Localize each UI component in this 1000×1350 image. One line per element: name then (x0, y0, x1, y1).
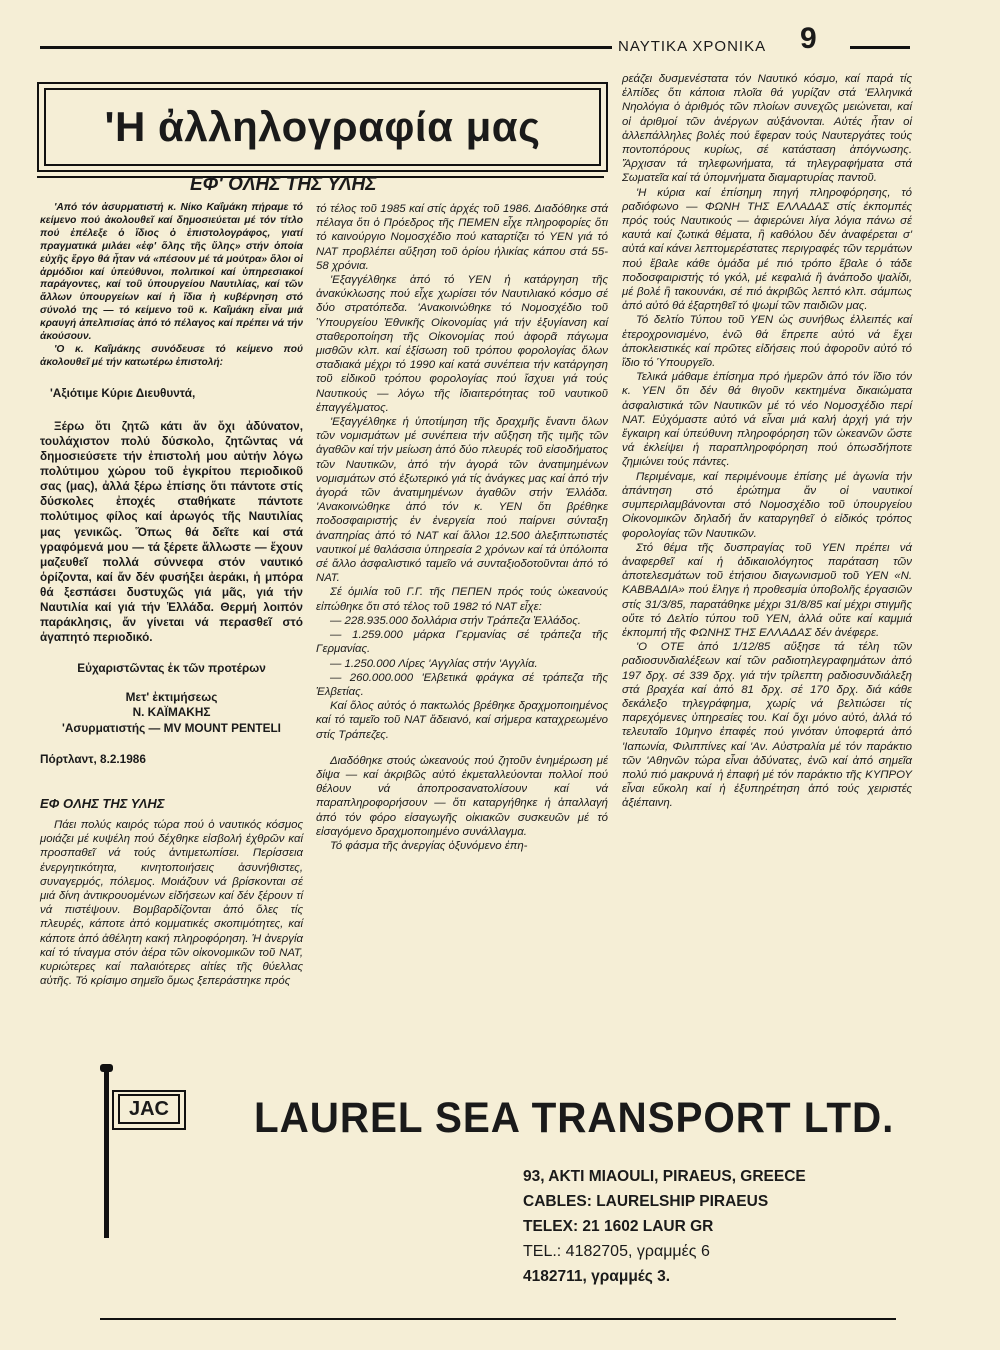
flag-pole-top (100, 1064, 113, 1072)
col2-paragraph-5: Καί ὅλος αὐτός ὁ πακτωλός βρέθηκε δραχμοποιημένος καί τό ταμεῖο τοῦ ΝΑΤ ἄδειανό, καί σήμερα καταχρεωμένο στίς Τράπεζες. (316, 700, 608, 741)
letter-closing: Εὐχαριστῶντας ἐκ τῶν προτέρων (77, 661, 266, 676)
deposit-4: — 260.000.000 'Ελβετικά φράγκα σέ τράπεζα τῆς Ἑλβετίας. (316, 671, 608, 698)
col3-paragraph-3: Τό δελτίο Τύπου τοῦ ΥΕΝ ὡς συνήθως ἐλλειπές καί ἑτεροχρονισμένο, ἐνῶ θά ἔπρεπε αὐτό νά ἔχει ἀποκλειστικές καί πρῶτες εἰδήσεις πού ἀφοροῦν αὐτό τό ἴδιο τό Ὑπουργεῖο. (622, 314, 912, 370)
flag-logo-text: JAC (118, 1094, 180, 1124)
intro-paragraph-2: 'Ο κ. Καΐμάκης συνόδευσε τό κείμενο πού ἀκολουθεῖ μέ τήν κατωτέρω ἐπιστολή: (40, 343, 303, 368)
deposit-3: — 1.250.000 Λίρες 'Αγγλίας στήν 'Αγγλία. (330, 657, 538, 670)
ad-phone-2: 4182711, γραμμές 3. (523, 1268, 671, 1285)
letter-body: Ξέρω ὅτι ζητῶ κάτι ἄν ὄχι ἀδύνατον, τουλάχιστον πολύ δύσκολο, ζητῶντας νά δημοσιεύσετε τήν ἐπιστολή μου αὐτήν λόγω πολύτιμου χώρου τοῦ ἐγκρίτου περιοδικοῦ σας (μας), ἀλλά ξέρω ἐπίσης ὅτι πάντοτε στίς δύσκολες ἐποχές σταθήκατε πάντοτε πολύτιμος φίλος καί ἀρωγός τῆς Ναυτιλίας μας γενικῶς. Ὅπως θά δεῖτε καί στά γραφόμενά μου — τά ξέρετε ἄλλωστε — ἔχουν μαζευθεῖ πολλά σύννεφα στόν ναυτικό ὁρίζοντα, καί ἄν δέν φυσήξει ἀεράκι, ἡ μπόρα θά ξεσπάσει δυστυχῶς γιά μᾶς, γιά τήν Ναυτιλία καί γιά τήν Ἑλλάδα. Θερμή λοιπόν παράκλησις, ἄν γίνεται νά περασθεῖ στό ἀγαπητό περιοδικό. (40, 418, 303, 645)
column-1-bottom (40, 818, 303, 988)
signature-title: 'Ασυρματιστής — MV MOUNT PENTELI (62, 720, 281, 735)
ad-telex: TELEX: 21 1602 LAUR GR (523, 1218, 714, 1235)
deposit-1: — 228.935.000 δολλάρια στήν Τράπεζα Ἑλλάδος. (330, 614, 581, 627)
salutation: 'Αξιότιμε Κύριε Διευθυντά, (50, 385, 196, 400)
col2-paragraph-7: Τό φάσμα τῆς ἀνεργίας ὀξυνόμενο ἐπη- (330, 839, 528, 852)
col3-paragraph-7: 'Ο ΟΤΕ ἀπό 1/12/85 αὔξησε τά τέλη τῶν ραδιοσυνδιαλέξεων καί τῶν ραδιοτηλεγραφημάτων ἀπό 197 δρχ. σέ 339 δρχ. γιά τήν τρίλεπτη ραδιοσυνδιάλεξη στά βραχέα καί ἀπό 81 δρχ. σέ 170 δρχ. διά κάθε δεκάλεξο τηλεγράφημα, χωρίς νά βελτιώσει τίς παρεχόμενες ὑπηρεσίες του. Καί ὄχι μόνο αὐτό, ἀλλά τό τελευταῖο 10μηνο ἐπαφές πού γινόταν ὑποφερτά ἀπό 'Ιαπωνία, Φιλιππίνες καί 'Αν. Αὐστραλία μέ τόν παράκτιο τῶν 'Αθηνῶν τώρα εἶναι ἀδύνατες, ἐνῶ καί ἀπό σημεῖα πολύ πιό μακρυνά ἡ ἐπαφή μέ τόν παράκτιο τῆς ΚΥΠΡΟΥ εἶναι εὔκολη καί ἡ ἐξυπηρέτηση ἀπό τούς χειριστές ἀξιέπαινη. (622, 641, 912, 810)
col3-paragraph-5: Περιμέναμε, καί περιμένουμε ἐπίσης μέ ἀγωνία τήν ἀπάντηση στό ἐρώτημα ἄν οἱ ναυτικοί συμπεριλαμβάνονται στό Νομοσχέδιο τοῦ ὑπουργείου Οἰκονομικῶν δηλαδή ἄν καταργηθεῖ ὁ εἰδικός τρόπος φορολογίας τῶν Ναυτικῶν. (622, 470, 912, 540)
col2-paragraph-3: 'Εξαγγέλθηκε ἡ ὑποτίμηση τῆς δραχμῆς ἔναντι ὅλων τῶν νομισμάτων μέ συνέπεια τήν αὔξηση τῆς τιμῆς τῶν ἀγαθῶν καί τήν μείωση ἀπό δύο πλευρές τοῦ εἰσοδήματος τῶν Ναυτικῶν, ἀπό τήν ἀγορά τῶν ἀνατιμημένων νομισμάτων στό ἐξωτερικό γιά τίς ἀνάγκες μας καί ἀπό τήν ἀγορά τῶν ἀνατιμημένων ἀγαθῶν στήν Ἑλλάδα. 'Ανακοινώθηκε ἀπό τόν κ. ΥΕΝ ὅτι βρέθηκε ποδοσφαιριστής ἐν ἐνεργεία πού παίρνει σύνταξη ἀναπηρίας ἀπό τό ΝΑΤ καί ἄλλοι 12.500 ἀλεξιπτωτιστές ναυτικοί μέ θαλάσσια ὑπηρεσία 2 χρόνων καί τά ὑπόλοιπα σέ ἄλλο ἀσφαλιστικό ταμεῖο νά συνταξιοδοτοῦνται ἀπό τό ΝΑΤ. (316, 416, 608, 585)
place-date: Πόρτλαντ, 8.2.1986 (40, 751, 146, 766)
col3-paragraph-1: ρεάζει δυσμενέστατα τόν Ναυτικό κόσμο, καί παρά τίς ἐλπίδες ὅτι κάποια πλοῖα θά γυρίζαν στά 'Ελληνικά Νηολόγια ὁ ἀριθμός τῶν πλοίων συνεχῶς μειώνεται, καί οἱ ἀριθμοί τῶν ἀνέργων αὐξάνονται. Αὐτές ἦταν οἱ ἀλλεπάλληλες βολές πού ἔφεραν τούς Ναυτεργάτες τούς ποντοπόρους κυρίως, σέ κατάσταση ἀπόγνωσης. Ἄρχισαν τά τηλεφωνήματα, τά τηλεγραφήματα στά Σωματεῖα καί τά ὑπομνήματα διαμαρτυρίας παντοῦ. (622, 73, 912, 185)
column-2 (316, 202, 608, 853)
section-title: 'Η ἀλληλογραφία μας (104, 103, 541, 150)
subheading: ΕΦ ΟΛΗΣ ΤΗΣ ΥΛΗΣ (40, 796, 165, 811)
signature-name: Ν. ΚΑΪΜΑΚΗΣ (132, 705, 211, 720)
magazine-name: ΝΑΥΤΙΚΑ ΧΡΟΝΙΚΑ (618, 38, 767, 55)
ad-address: 93, AKTI MIAOULI, PIRAEUS, GREECE (523, 1168, 806, 1185)
ad-bottom-rule (100, 1318, 896, 1320)
col2-paragraph-2: 'Εξαγγέλθηκε ἀπό τό ΥΕΝ ἡ κατάργηση τῆς ἀνακύκλωσης πού εἶχε χωρίσει τόν Ναυτιλιακό κόσμο σέ δύο στρατόπεδα. 'Ανακοινώθηκε τό Νομοσχέδιο τοῦ Ὑπουργείου Ἐθνικῆς Οἰκονομίας γιά τήν ἐξυγίανση καί σταθεροποίηση τῆς Οἰκονομίας πού ἀφορᾶ πάγωμα μισθῶν κλπ. καί ἐξίσωση τοῦ τρόπου φορολογίας ὅλων σταδιακά μέχρι τό 1990 καί κατά συνέπεια τήν κατάργηση τοῦ εἰδικοῦ τρόπου φορολογίας πού ἴσχυει γιά τούς Ναυτικούς — λόγω τῆς ἰδιαιτερότητας τοῦ ναυτικοῦ ἐπαγγέλματος. (316, 274, 608, 414)
signature-line-1: Μετ' ἐκτιμήσεως (125, 690, 218, 705)
title-box (44, 88, 601, 166)
col3-paragraph-4: Τελικά μάθαμε ἐπίσημα πρό ἡμερῶν ἀπό τόν ἴδιο τόν κ. ΥΕΝ ὅτι δέν θά θιγοῦν κεκτημένα δικαιώματα ἀσφαλιστικά τῶν Ναυτικῶν μέ τό νέο Νομοσχέδιο περί ΝΑΤ. Εὐχόμαστε αὐτό νά εἶναι μιά καλή ἀρχή γιά τήν ἔγκαιρη καί ὑπεύθυνη πληροφόρηση τῶν ὠκεανῶν ὥστε νά ἐκλείψει ἡ παραπληροφόρηση πού ὁπωσδήποτε ζημιώνει τούς πάντες. (622, 371, 912, 469)
page-number: 9 (800, 22, 817, 55)
header-rule-right (850, 46, 910, 49)
ad-company-name: LAUREL SEA TRANSPORT LTD. (254, 1094, 895, 1142)
ad-phone-1: TEL.: 4182705, γραμμές 6 (523, 1243, 710, 1260)
article-heading: ΕΦ' ΟΛΗΣ ΤΗΣ ΥΛΗΣ (190, 174, 377, 195)
col2-paragraph-6: Διαδόθηκε στούς ὠκεανούς πού ζητοῦν ἐνημέρωση μέ δίψα — καί ἀκριβῶς αὐτό ἐκμεταλλεύονται πολλοί πού θέλουν νά ἀποπροσανατολίσουν καί νά παραπληροφορήσουν — ὅτι καταργήθηκε ἡ ἀπαλλαγή ἀπό τόν φόρο εἰσαγωγῆς οἰκιακῶν συσκευῶν μέ τό εἰσαγόμενο δραχμοποιημένο συνάλλαγμα. (316, 754, 608, 838)
flag-pole (104, 1068, 109, 1238)
column-1-top (40, 202, 303, 767)
col2-paragraph-4: Σέ ὁμιλία τοῦ Γ.Γ. τῆς ΠΕΠΕΝ πρός τούς ὠκεανούς εἰπώθηκε ὅτι στό τέλος τοῦ 1982 τό ΝΑΤ εἶχε: (316, 586, 608, 613)
col3-paragraph-2: 'Η κύρια καί ἐπίσημη πηγή πληροφόρησης, τό ραδιόφωνο — ΦΩΝΗ ΤΗΣ ΕΛΛΑΔΑΣ στίς ἐκπομπές πρός τούς Ναυτικούς — ἀφιερώνει λίγα λόγια πάνω σέ καυτά καί ζωτικά θέματα, ἢ καθόλου δέν ἀναφέρεται σ' αὐτά καί κάνει λεπτομερέστατες περιγραφές τῶν τερμάτων πού ἔβαλε κάθε ὁμάδα μέ πιό τρόπο ἔβαλε ὁ τάδε ποδοσφαιριστής τό γκόλ, μέ κεφαλιά ἢ ἀνάποδο ψαλίδι, μέ βολέ ἢ τακουνάκι, σέ πιό ἀκριβῶς λεπτό κλπ. σάμπως ἀπό αὐτό θά ἐξαρτηθεῖ τό ψωμί τῶν παιδιῶν μας. (622, 186, 912, 313)
ad-cables: CABLES: LAURELSHIP PIRAEUS (523, 1193, 769, 1210)
col3-paragraph-6: Στό θέμα τῆς δυσπραγίας τοῦ ΥΕΝ πρέπει νά ἀναφερθεῖ καί ἡ ἀδικαιολόγητος παράταση τῶν ἀποτελεσμάτων τοῦ ἐτήσιου διαγωνισμοῦ τοῦ ΥΕΝ «Ν. ΚΑΒΒΑΔΙΑ» πού ἔληγε ἡ προθεσμία ὑποβολῆς ἐργασιῶν στίς 31/3/85, παρατάθηκε μέχρι 31/8/85 καί μέχρι στιγμῆς οὔτε τό Δελτίο τύπου τοῦ ΥΕΝ, ἀλλά οὔτε καί καμμιά ἐκπομπή τῆς ΦΩΝΗΣ ΤΗΣ ΕΛΛΑΔΑΣ δέν ἀνέφερε. (622, 541, 912, 639)
deposit-2: — 1.259.000 μάρκα Γερμανίας σέ τράπεζα τῆς Γερμανίας. (316, 629, 608, 656)
header-rule-left (40, 46, 612, 49)
intro-paragraph-1: 'Από τόν ἀσυρματιστή κ. Νίκο Καΐμάκη πήραμε τό κείμενο πού ἀκολουθεῖ καί δημοσιεύεται μέ τόν τίτλο πού ἐπέλεξε ὁ ἴδιος ὁ ἐπιστολογράφος, γιατί πραγματικά μιλάει «ἐφ' ὅλης τῆς ὕλης» στήν ὁποία εὐχῆς ἔργο θά ἦταν νά «πέσουν μέ τά μούτρα» ὅλοι οἱ ἁρμόδιοι καί ὑπεύθυνοι, πολιτικοί καί ὑπηρεσιακοί παράγοντες, καί τοῦ ὑπουργείου Ναυτιλίας, καί τῶν ἄλλων ὑπουργείων καί ἡ ἴδια ἡ κυβέρνηση στό σύνολό της — τό κείμενο τοῦ κ. Καΐμάκη εἶναι μιά κραυγή ἀπελπισίας ἀπό τό πέλαγος καί πρέπει νά τήν ἀκούσουν. (40, 202, 303, 343)
column-3 (622, 72, 912, 811)
col2-paragraph-1: τό τέλος τοῦ 1985 καί στίς ἀρχές τοῦ 1986. Διαδόθηκε στά πέλαγα ὅτι ὁ Πρόεδρος τῆς ΠΕΜΕΝ εἶχε πληροφορίες ὅτι τό καινούργιο Νομοσχέδιο πού καταρτίζει τό ΥΕΝ γιά τό ΝΑΤ προβλέπει αὔξηση τοῦ ὁρίου ἡλικίας κάπου στά 55-58 χρόνια. (316, 203, 608, 272)
col1-body: Πάει πολύς καιρός τώρα πού ὁ ναυτικός κόσμος μοιάζει μέ κυψέλη πού δέχθηκε εἰσβολή ἐχθρῶν καί προσπαθεῖ νά τούς ἀντιμετωπίσει. Περίσσεια ἐνεργητικότητα, κινητοποιήσεις ἀσυνήθιστες, συναγερμός, πόλεμος. Μοιάζουν νά βρίσκονται σέ μιά δίνη ἀντικρουομένων εἰδήσεων καί δέν ξέρουν τί νά πιστέψουν. Βομβαρδίζονται ἀπό ὅλες τίς πλευρές, κάποτε ἀπό κομματικές σκοπιμότητες, καί κάποτε ἀπό ἀθέλητη κακή πληροφόρηση. Ἡ ἀνεργία καί τό τίναγμα στόν ἀέρα τῶν οἰκονομικῶν τοῦ ΝΑΤ, κυριώτερες καί παλαιότερες αἰτίες τῆς θύελλας αὐτῆς. Τό κρίσιμο σημεῖο ὅμως ξεπεράστηκε πρός (40, 819, 303, 988)
